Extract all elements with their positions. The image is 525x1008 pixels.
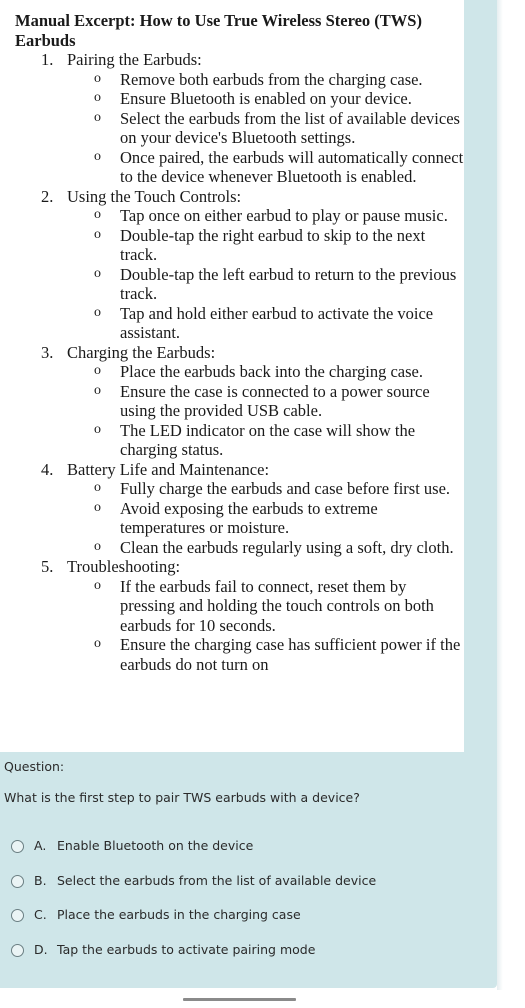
section-heading [15,343,464,363]
bullet-item: o Tap and hold either earbud to activate the voice assistant. [120,304,465,343]
section-number: 5. [41,557,54,576]
bullet-list [15,206,464,343]
option-letter: B. [34,873,47,888]
answer-option[interactable] [11,872,431,892]
bullet-item: o Ensure the case is connected to a power source using the provided USB cable. [120,382,465,421]
bullet-item: o Select the earbuds from the list of available devices on your device's Bluetooth settings. [120,109,465,148]
card-shadow [497,0,503,990]
option-letter: A. [34,838,47,853]
bullet-item: o Tap once on either earbud to play or pause music. [120,206,465,226]
bullet-item: o Clean the earbuds regularly using a soft, dry cloth. [120,538,465,558]
section-heading [15,50,464,70]
radio-button-icon[interactable] [11,944,24,957]
manual-title: Manual Excerpt: How to Use True Wireless Stereo (TWS) Earbuds [15,11,422,50]
bullet-item: o Fully charge the earbuds and case before first use. [120,479,465,499]
manual-section [15,187,464,343]
manual-section [15,460,464,558]
radio-button-icon[interactable] [11,875,24,888]
section-heading [15,460,464,480]
bullet-item: o Avoid exposing the earbuds to extreme temperatures or moisture. [120,499,465,538]
bullet-item: o Remove both earbuds from the charging case. [120,70,465,90]
home-indicator [183,998,296,1001]
bullet-item: o Ensure Bluetooth is enabled on your device. [120,89,465,109]
answer-option[interactable] [11,906,431,926]
answer-option[interactable] [11,837,431,857]
bullet-list [15,362,464,460]
section-heading [15,187,464,207]
option-text: Tap the earbuds to activate pairing mode [57,942,316,957]
bullet-item: o Once paired, the earbuds will automatically connect to the device whenever Bluetooth is enabled. [120,148,465,187]
radio-button-icon[interactable] [11,840,24,853]
section-number: 2. [41,186,54,206]
bullet-item: o Double-tap the right earbud to skip to the next track. [120,226,465,265]
radio-button-icon[interactable] [11,909,24,922]
bullet-list [15,479,464,557]
bullet-item: o Place the earbuds back into the charging case. [120,362,465,382]
option-letter: D. [34,942,48,957]
answer-option[interactable] [11,941,431,961]
question-text: What is the first step to pair TWS earbuds with a device? [4,790,360,805]
bullet-item: o If the earbuds fail to connect, reset them by pressing and holding the touch controls on both earbuds for 10 seconds. [120,577,465,636]
section-number: 3. [41,342,54,362]
section-number: 4. [41,459,54,479]
option-text: Select the earbuds from the list of available device [57,873,377,888]
bullet-list [15,70,464,187]
manual-section [15,343,464,460]
section-heading-text: Troubleshooting: [67,557,181,576]
section-heading [15,557,464,577]
manual-section [15,50,464,187]
bullet-item: o Double-tap the left earbud to return to the previous track. [120,265,465,304]
option-text: Place the earbuds in the charging case [57,907,301,922]
section-heading-text: Charging the Earbuds: [67,342,216,362]
section-heading-text: Using the Touch Controls: [67,186,242,206]
option-letter: C. [34,907,47,922]
section-heading-text: Battery Life and Maintenance: [67,459,270,479]
bullet-list [15,577,464,675]
question-label: Question: [4,759,65,774]
bullet-item: o The LED indicator on the case will show the charging status. [120,421,465,460]
option-text: Enable Bluetooth on the device [57,838,254,853]
manual-sections [15,50,464,674]
section-number: 1. [41,50,54,69]
manual-section [15,557,464,674]
bullet-item: o Ensure the charging case has sufficient power if the earbuds do not turn on [120,635,465,674]
section-heading-text: Pairing the Earbuds: [67,50,202,69]
